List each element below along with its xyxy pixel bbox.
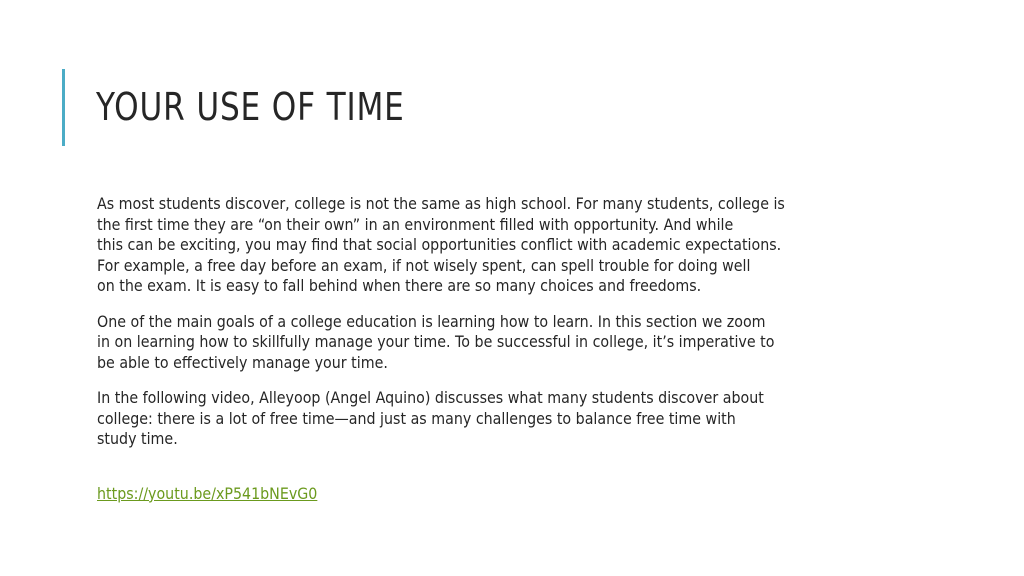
slide-title: YOUR USE OF TIME [96,85,405,129]
paragraph-intro [97,194,987,297]
paragraph-line: this can be exciting, you may find that social opportunities conflict with academic expectations. [97,235,782,254]
paragraph-goals [97,312,987,374]
paragraph-line: In the following video, Alleyoop (Angel Aquino) discusses what many students discover about [97,388,764,407]
paragraph-line: study time. [97,429,178,448]
paragraph-line: For example, a free day before an exam, if not wisely spent, can spell trouble for doing well [97,255,751,275]
paragraph-line: be able to effectively manage your time. [97,352,388,372]
video-link[interactable]: https://youtu.be/xP541bNEvG0 [97,484,318,503]
paragraph-line: the first time they are “on their own” in an environment filled with opportunity. And while [97,214,734,234]
paragraph-line: in on learning how to skillfully manage your time. To be successful in college, it’s imperative to [97,332,775,351]
paragraph-line: on the exam. It is easy to fall behind when there are so many choices and freedoms. [97,276,702,295]
paragraph-line: college: there is a lot of free time—and just as many challenges to balance free time with [97,408,736,428]
paragraph-line: As most students discover, college is not the same as high school. For many students, college is [97,194,785,213]
slide-body [97,194,917,465]
paragraph-video [97,388,987,450]
title-accent-bar [62,69,65,146]
paragraph-line: One of the main goals of a college education is learning how to learn. In this section we zoom [97,311,766,331]
video-link-row [97,484,317,504]
